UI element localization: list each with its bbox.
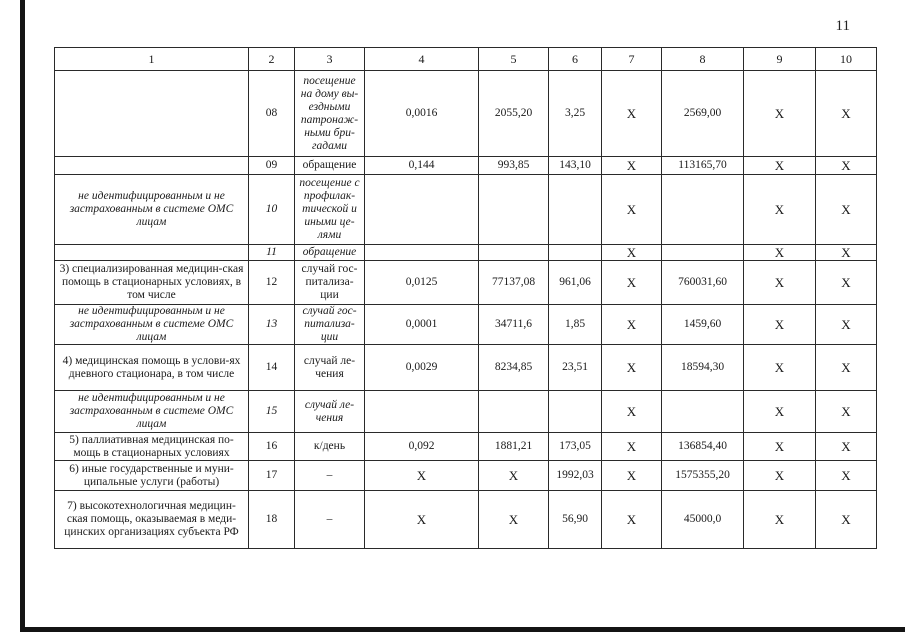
header-cell: 5: [479, 48, 549, 71]
row-value-7: X: [602, 491, 662, 549]
row-value-10: X: [816, 71, 877, 157]
row-value-8: 18594,30: [662, 345, 744, 391]
row-value-9: X: [744, 305, 816, 345]
row-unit: –: [295, 461, 365, 491]
row-value-8: 760031,60: [662, 261, 744, 305]
header-row: [55, 48, 877, 71]
row-value-4: [365, 245, 479, 261]
row-unit: обращение: [295, 157, 365, 175]
row-value-6: 56,90: [549, 491, 602, 549]
row-unit: обращение: [295, 245, 365, 261]
row-unit: посещение на дому вы-ездными патронаж-ными бри-гадами: [295, 71, 365, 157]
row-value-4: [365, 175, 479, 245]
row-value-9: X: [744, 245, 816, 261]
table-row: [55, 71, 877, 157]
row-name: 4) медицинская помощь в услови-ях дневного стационара, в том числе: [55, 345, 249, 391]
row-unit: случай гос-питализа-ции: [295, 305, 365, 345]
row-value-4: 0,0016: [365, 71, 479, 157]
header-cell: 4: [365, 48, 479, 71]
row-value-4: 0,0125: [365, 261, 479, 305]
row-value-4: 0,092: [365, 433, 479, 461]
row-value-10: X: [816, 175, 877, 245]
header-cell: 3: [295, 48, 365, 71]
row-value-7: X: [602, 71, 662, 157]
row-value-6: 143,10: [549, 157, 602, 175]
row-value-5: [479, 245, 549, 261]
row-value-5: 1881,21: [479, 433, 549, 461]
row-value-4: X: [365, 491, 479, 549]
row-value-8: 2569,00: [662, 71, 744, 157]
row-code: 16: [249, 433, 295, 461]
row-value-10: X: [816, 433, 877, 461]
row-name: 5) паллиативная медицинская по-мощь в стационарных условиях: [55, 433, 249, 461]
row-code: 15: [249, 391, 295, 433]
row-value-10: X: [816, 305, 877, 345]
header-cell: 6: [549, 48, 602, 71]
row-value-8: [662, 391, 744, 433]
row-value-6: [549, 175, 602, 245]
row-value-7: X: [602, 157, 662, 175]
row-value-7: X: [602, 305, 662, 345]
row-value-8: [662, 175, 744, 245]
table-row: [55, 175, 877, 245]
table-row: [55, 391, 877, 433]
row-value-7: X: [602, 461, 662, 491]
row-value-7: X: [602, 175, 662, 245]
row-value-10: X: [816, 261, 877, 305]
row-value-4: 0,144: [365, 157, 479, 175]
row-name: [55, 71, 249, 157]
table-row: [55, 345, 877, 391]
table-row: [55, 261, 877, 305]
data-table: [54, 47, 877, 549]
row-value-10: X: [816, 461, 877, 491]
scan-edge-left: [20, 0, 25, 632]
row-value-6: 1,85: [549, 305, 602, 345]
row-value-4: [365, 391, 479, 433]
scan-edge-bottom: [20, 627, 905, 632]
row-unit: –: [295, 491, 365, 549]
row-value-8: 113165,70: [662, 157, 744, 175]
row-name: [55, 245, 249, 261]
row-value-9: X: [744, 157, 816, 175]
row-value-5: 34711,6: [479, 305, 549, 345]
row-value-9: X: [744, 175, 816, 245]
row-code: 10: [249, 175, 295, 245]
header-cell: 8: [662, 48, 744, 71]
row-value-5: 77137,08: [479, 261, 549, 305]
row-value-5: [479, 175, 549, 245]
row-value-8: 1575355,20: [662, 461, 744, 491]
row-code: 17: [249, 461, 295, 491]
row-value-7: X: [602, 345, 662, 391]
table-row: [55, 433, 877, 461]
row-unit: к/день: [295, 433, 365, 461]
page-number: 11: [835, 18, 850, 34]
row-name: 3) специализированная медицин-ская помощь в стационарных условиях, в том числе: [55, 261, 249, 305]
header-cell: 2: [249, 48, 295, 71]
row-unit: случай ле-чения: [295, 345, 365, 391]
row-value-6: 23,51: [549, 345, 602, 391]
table-row: [55, 491, 877, 549]
row-unit: случай гос-питализа-ции: [295, 261, 365, 305]
row-value-6: 961,06: [549, 261, 602, 305]
row-value-9: X: [744, 71, 816, 157]
row-name: не идентифицированным и не застрахованным в системе ОМС лицам: [55, 175, 249, 245]
row-code: 18: [249, 491, 295, 549]
row-value-10: X: [816, 391, 877, 433]
row-code: 13: [249, 305, 295, 345]
row-value-6: 173,05: [549, 433, 602, 461]
row-name: 7) высокотехнологичная медицин-ская помощь, оказываемая в меди-цинских организациях субъекта РФ: [55, 491, 249, 549]
table-row: [55, 461, 877, 491]
row-value-5: 993,85: [479, 157, 549, 175]
header-cell: 1: [55, 48, 249, 71]
row-value-6: 1992,03: [549, 461, 602, 491]
row-value-4: 0,0029: [365, 345, 479, 391]
row-value-9: X: [744, 433, 816, 461]
table-row: [55, 245, 877, 261]
row-value-6: [549, 245, 602, 261]
table-row: [55, 157, 877, 175]
row-value-7: X: [602, 261, 662, 305]
row-value-6: [549, 391, 602, 433]
row-value-7: X: [602, 433, 662, 461]
row-value-7: X: [602, 245, 662, 261]
row-value-9: X: [744, 491, 816, 549]
row-value-9: X: [744, 345, 816, 391]
row-value-6: 3,25: [549, 71, 602, 157]
row-unit: посещение с профилак-тической и иными це-лями: [295, 175, 365, 245]
row-value-5: [479, 391, 549, 433]
row-name: 6) иные государственные и муни-ципальные услуги (работы): [55, 461, 249, 491]
row-value-8: 136854,40: [662, 433, 744, 461]
row-name: не идентифицированным и не застрахованным в системе ОМС лицам: [55, 391, 249, 433]
row-value-9: X: [744, 391, 816, 433]
row-value-5: 2055,20: [479, 71, 549, 157]
row-code: 14: [249, 345, 295, 391]
row-value-4: X: [365, 461, 479, 491]
row-code: 08: [249, 71, 295, 157]
row-name: не идентифицированным и не застрахованным в системе ОМС лицам: [55, 305, 249, 345]
row-value-8: [662, 245, 744, 261]
row-value-5: X: [479, 461, 549, 491]
table-row: [55, 305, 877, 345]
row-value-10: X: [816, 491, 877, 549]
row-value-9: X: [744, 461, 816, 491]
row-value-9: X: [744, 261, 816, 305]
row-value-5: X: [479, 491, 549, 549]
row-unit: случай ле-чения: [295, 391, 365, 433]
row-code: 09: [249, 157, 295, 175]
row-name: [55, 157, 249, 175]
row-code: 12: [249, 261, 295, 305]
row-value-10: X: [816, 345, 877, 391]
row-value-10: X: [816, 157, 877, 175]
row-value-7: X: [602, 391, 662, 433]
row-value-8: 1459,60: [662, 305, 744, 345]
header-cell: 9: [744, 48, 816, 71]
row-value-10: X: [816, 245, 877, 261]
row-value-8: 45000,0: [662, 491, 744, 549]
row-code: 11: [249, 245, 295, 261]
row-value-5: 8234,85: [479, 345, 549, 391]
header-cell: 7: [602, 48, 662, 71]
header-cell: 10: [816, 48, 877, 71]
row-value-4: 0,0001: [365, 305, 479, 345]
